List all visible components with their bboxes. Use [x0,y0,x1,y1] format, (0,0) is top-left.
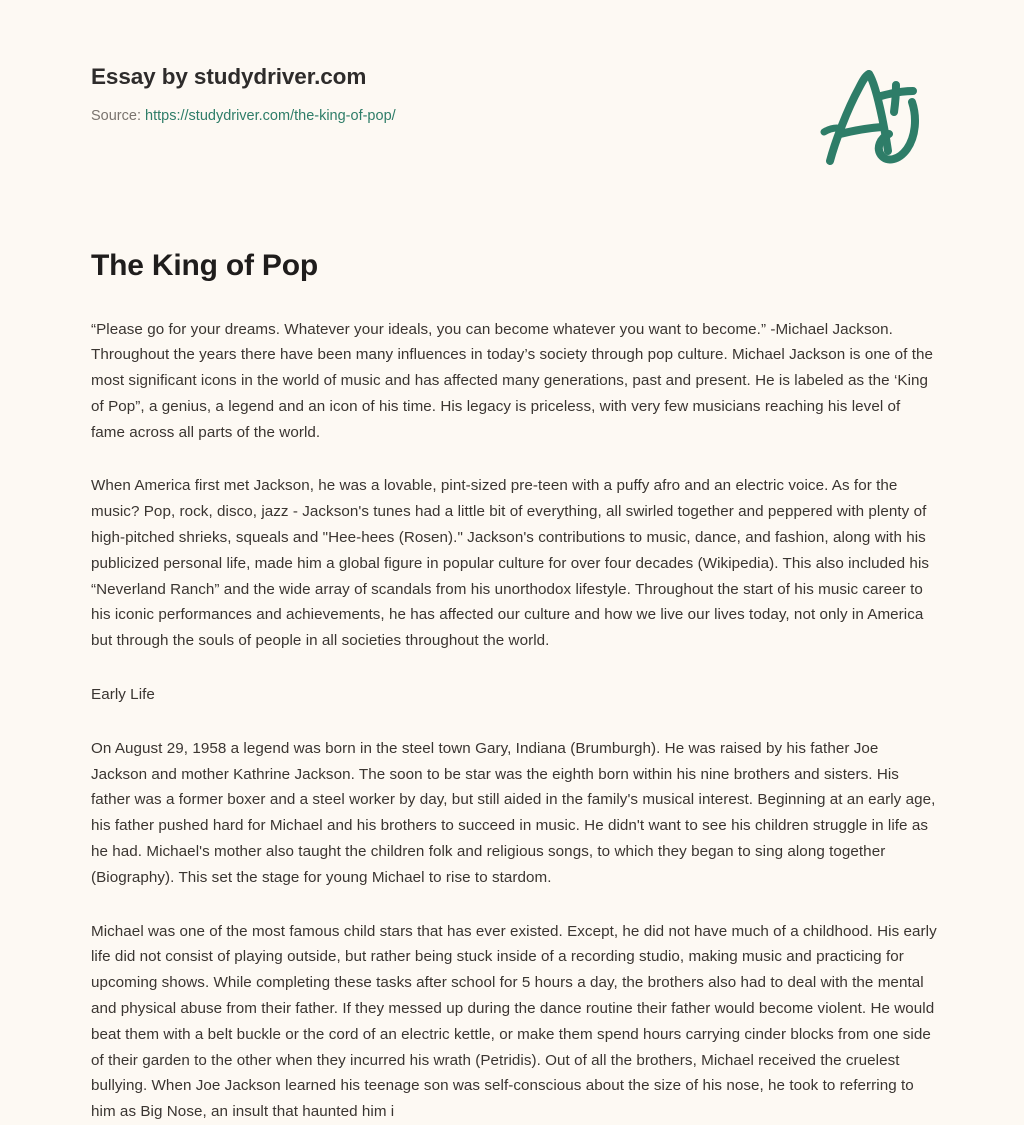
header-text-block [91,63,396,126]
source-line [91,107,396,126]
article-title: The King of Pop [91,247,937,285]
paragraph: On August 29, 1958 a legend was born in the steel town Gary, Indiana (Brumburgh). He was raised by his father Joe Jackson and mother Kathrine Jackson. The soon to be star was the eighth born within his nine brothers and sisters. His father was a former boxer and a steel worker by day, but still aided in the family's musical interest. Beginning at an early age, his father pushed hard for Michael and his brothers to succeed in music. He didn't want to see his children struggle in life as he had. Michael's mother also taught the children folk and religious songs, to which they began to sing along together (Biography). This set the stage for young Michael to rise to stardom. [91,736,937,891]
essay-by-heading: Essay by studydriver.com [91,63,396,90]
article [91,247,937,1125]
section-heading-early-life: Early Life [91,682,937,708]
paragraph: Michael was one of the most famous child stars that has ever existed. Except, he did not have much of a childhood. His early life did not consist of playing outside, but rather being stuck inside of a recording studio, making music and practicing for upcoming shows. While completing these tasks after school for 5 hours a day, the brothers also had to deal with the mental and physical abuse from their father. If they messed up during the dance routine their father would become violent. He would beat them with a belt buckle or the cord of an electric kettle, or make them spend hours carrying cinder blocks from one side of their garden to the other when they incurred his wrath (Petridis). Out of all the brothers, Michael received the cruelest bullying. When Joe Jackson learned his teenage son was self-conscious about the size of his nose, he took to referring to him as Big Nose, an insult that haunted him i [91,919,937,1125]
source-url-link[interactable]: https://studydriver.com/the-king-of-pop/ [145,108,396,124]
source-label: Source: [91,108,141,124]
studydriver-a-plus-logo-icon [818,62,928,170]
article-body [91,317,937,1125]
paragraph: When America first met Jackson, he was a lovable, pint-sized pre-teen with a puffy afro and an electric voice. As for the music? Pop, rock, disco, jazz - Jackson's tunes had a little bit of everything, all swirled together and peppered with plenty of high-pitched shrieks, squeals and "Hee-hees (Rosen)." Jackson's contributions to music, dance, and fashion, along with his publicized personal life, made him a global figure in popular culture for over four decades (Wikipedia). This also included his “Neverland Ranch” and the wide array of scandals from his unorthodox lifestyle. Throughout the start of his music career to his iconic performances and achievements, he has affected our culture and how we live our lives today, not only in America but through the souls of people in all societies throughout the world. [91,473,937,654]
page-header [0,0,1024,63]
paragraph: “Please go for your dreams. Whatever your ideals, you can become whatever you want to become.” -Michael Jackson. Throughout the years there have been many influences in today’s society through pop culture. Michael Jackson is one of the most significant icons in the world of music and has affected many generations, past and present. He is labeled as the ‘King of Pop”, a genius, a legend and an icon of his time. His legacy is priceless, with very few musicians reaching his level of fame across all parts of the world. [91,317,937,446]
